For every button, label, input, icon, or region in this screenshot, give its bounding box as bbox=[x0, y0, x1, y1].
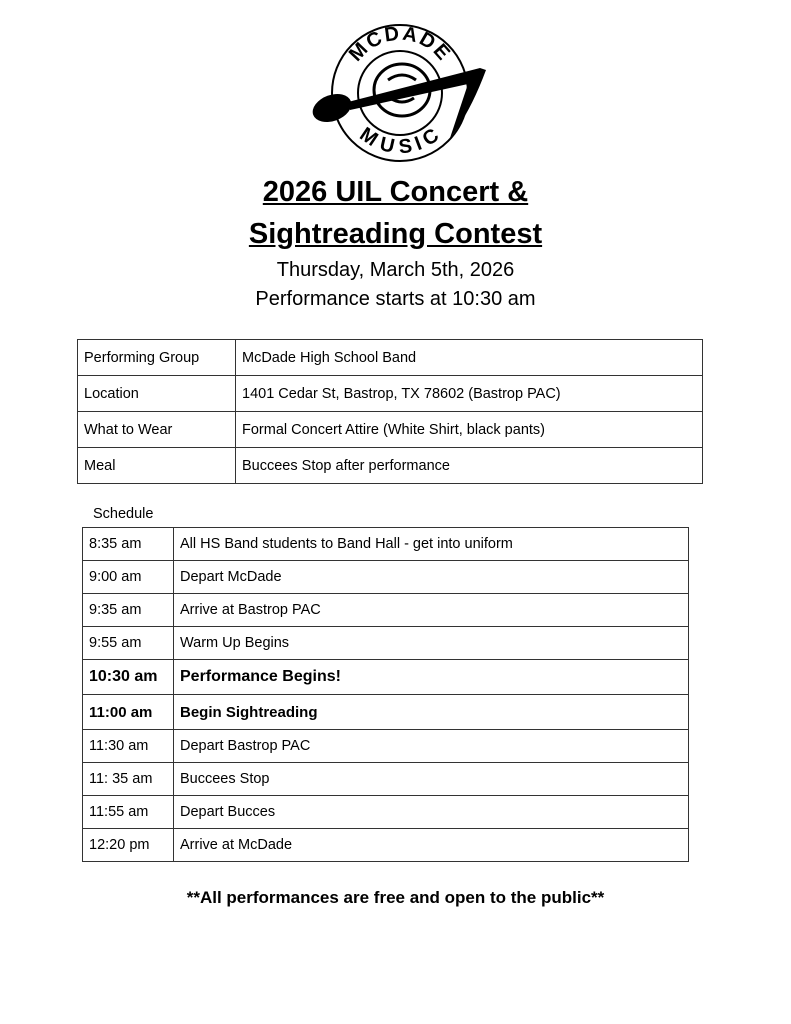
row-value: Buccees Stop bbox=[174, 763, 689, 796]
row-label: 11:00 am bbox=[83, 695, 174, 730]
row-label: 11: 35 am bbox=[83, 763, 174, 796]
row-value: McDade High School Band bbox=[236, 340, 703, 376]
event-date: Thursday, March 5th, 2026 bbox=[276, 259, 515, 281]
table-row bbox=[83, 829, 689, 862]
row-label: 12:20 pm bbox=[83, 829, 174, 862]
table-row bbox=[83, 763, 689, 796]
row-label: 11:55 am bbox=[83, 796, 174, 829]
schedule-table bbox=[82, 527, 689, 862]
schedule-label: Schedule bbox=[93, 506, 154, 522]
title-line-1: 2026 UIL Concert & bbox=[262, 176, 529, 208]
table-row bbox=[83, 627, 689, 660]
row-label: 9:35 am bbox=[83, 594, 174, 627]
row-value: 1401 Cedar St, Bastrop, TX 78602 (Bastrop PAC) bbox=[236, 376, 703, 412]
row-value: Depart Bucces bbox=[174, 796, 689, 829]
table-row bbox=[78, 412, 703, 448]
performance-start: Performance starts at 10:30 am bbox=[255, 288, 536, 310]
row-label: 10:30 am bbox=[83, 660, 174, 695]
table-row bbox=[83, 695, 689, 730]
footer-note: **All performances are free and open to the public** bbox=[186, 888, 605, 907]
row-label: 8:35 am bbox=[83, 528, 174, 561]
table-row bbox=[83, 796, 689, 829]
svg-text:MUSIC: MUSIC bbox=[355, 123, 445, 159]
svg-text:MCDADE: MCDADE bbox=[344, 22, 456, 66]
row-label: Meal bbox=[78, 448, 236, 484]
row-value: Warm Up Begins bbox=[174, 627, 689, 660]
table-row bbox=[83, 660, 689, 695]
table-row bbox=[78, 448, 703, 484]
row-value: Depart Bastrop PAC bbox=[174, 730, 689, 763]
table-row bbox=[83, 528, 689, 561]
row-value: All HS Band students to Band Hall - get into uniform bbox=[174, 528, 689, 561]
title-line-2: Sightreading Contest bbox=[248, 218, 543, 250]
row-value: Buccees Stop after performance bbox=[236, 448, 703, 484]
row-label: 11:30 am bbox=[83, 730, 174, 763]
table-row bbox=[83, 561, 689, 594]
row-value: Arrive at McDade bbox=[174, 829, 689, 862]
row-value: Arrive at Bastrop PAC bbox=[174, 594, 689, 627]
table-row bbox=[78, 340, 703, 376]
table-row bbox=[83, 594, 689, 627]
mcdade-music-logo bbox=[310, 18, 490, 163]
table-row bbox=[78, 376, 703, 412]
info-table bbox=[77, 339, 703, 484]
row-value: Begin Sightreading bbox=[174, 695, 689, 730]
row-label: Location bbox=[78, 376, 236, 412]
row-label: Performing Group bbox=[78, 340, 236, 376]
table-row bbox=[83, 730, 689, 763]
row-value: Depart McDade bbox=[174, 561, 689, 594]
row-label: 9:00 am bbox=[83, 561, 174, 594]
row-value: Performance Begins! bbox=[174, 660, 689, 695]
row-label: 9:55 am bbox=[83, 627, 174, 660]
row-value: Formal Concert Attire (White Shirt, black pants) bbox=[236, 412, 703, 448]
row-label: What to Wear bbox=[78, 412, 236, 448]
